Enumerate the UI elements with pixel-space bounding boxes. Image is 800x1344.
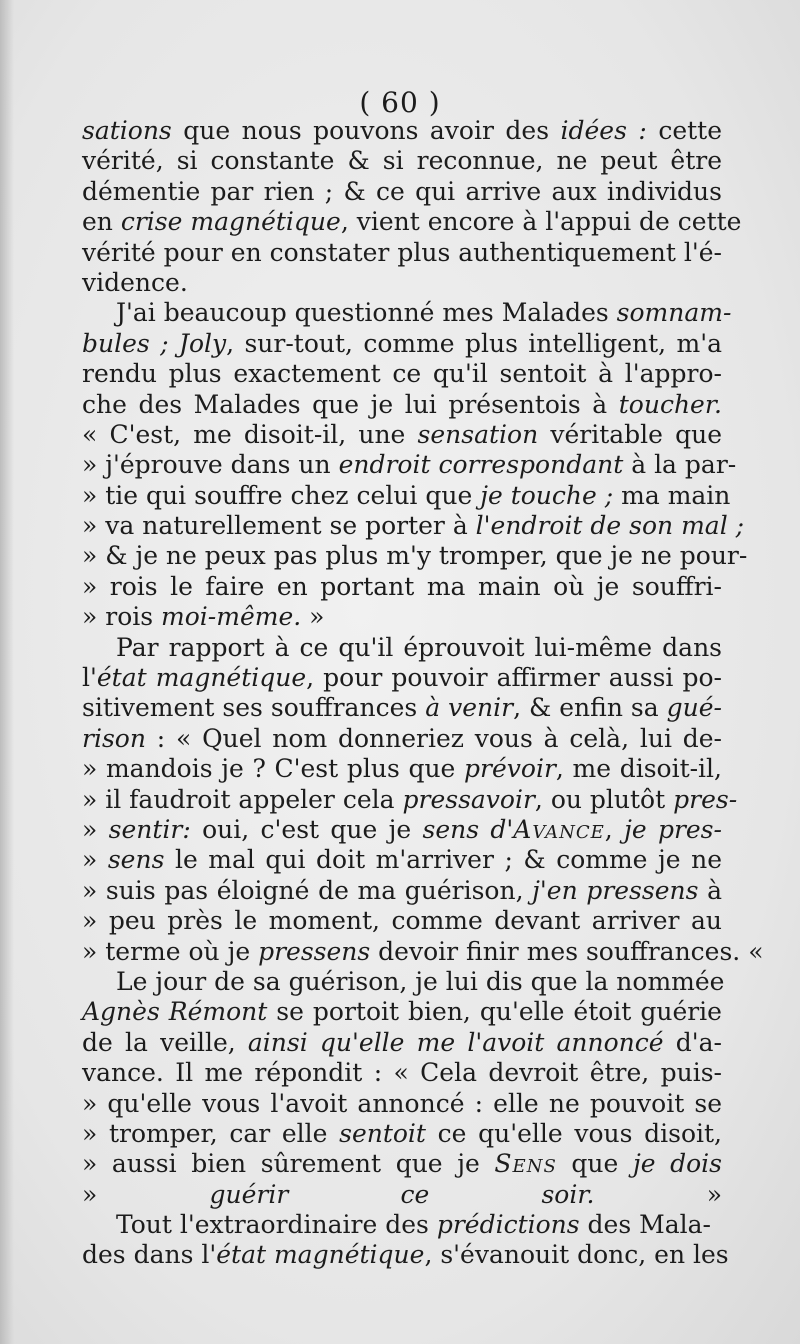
italic-text: l'endroit de son mal ; (475, 511, 745, 541)
italic-text: sens (107, 845, 165, 875)
text-line (82, 480, 731, 511)
text-span: de la veille, (82, 1027, 248, 1057)
text-span: que (556, 1149, 633, 1179)
text-span: vérité pour en constater plus authentiquement l'é- (82, 237, 722, 267)
text-line (82, 966, 725, 997)
text-span: vérité, si constante & si reconnue, ne peut être (82, 146, 722, 176)
text-span: des Mala- (579, 1210, 711, 1240)
text-line (82, 359, 722, 389)
text-span: , vient encore à l'appui de cette (340, 207, 742, 237)
text-line (82, 116, 722, 146)
text-span: Par rapport à ce qu'il éprouvoit lui-même dans (116, 632, 722, 662)
italic-text: guérir ce soir. (209, 1179, 595, 1209)
italic-text: pressavoir (402, 784, 535, 814)
italic-text: idées : (560, 116, 647, 145)
italic-text: je pres- (624, 814, 722, 844)
italic-text: Agnès Rémont (82, 997, 268, 1027)
text-span: sitivement ses souffrances (82, 693, 426, 723)
text-span: Tout l'extraordinaire des (116, 1210, 437, 1240)
text-span: » terme où je (82, 936, 259, 966)
text-line (82, 663, 722, 693)
text-line (82, 1180, 722, 1210)
text-span: » mandois je ? C'est plus que (82, 754, 465, 784)
italic-text: moi-même. (161, 602, 302, 632)
text-line (82, 936, 764, 967)
italic-text: sentir: (108, 814, 191, 844)
italic-text: état magnétique (216, 1240, 425, 1270)
text-span: » tie qui souffre chez celui que (82, 480, 481, 510)
text-span: que nous pouvons avoir des (171, 116, 561, 145)
text-span: » suis pas éloigné de ma guérison, (82, 875, 533, 905)
text-span: » (82, 845, 108, 875)
text-line (82, 906, 722, 936)
page-spine-shadow (0, 0, 14, 1344)
text-span: » (594, 1179, 723, 1209)
italic-text: je dois (632, 1149, 723, 1179)
text-span: » va naturellement se porter à (82, 511, 476, 541)
text-line (82, 420, 722, 450)
text-line (82, 146, 722, 176)
text-span: » peu près le moment, comme devant arriver au (82, 906, 722, 936)
text-line (82, 997, 722, 1027)
italic-text: j'en pressens (532, 875, 699, 905)
italic-text: je touche ; (480, 480, 614, 510)
text-line (82, 1149, 722, 1179)
text-span: » (82, 814, 109, 844)
italic-text: rison (82, 723, 146, 753)
text-span: » tromper, car elle (82, 1118, 340, 1148)
text-span: à (698, 875, 722, 905)
text-line (82, 633, 722, 663)
text-line (82, 1210, 722, 1240)
text-line (82, 724, 722, 754)
italic-text: prédictions (436, 1210, 580, 1240)
italic-text: sensation (417, 419, 539, 449)
text-line (82, 876, 722, 906)
text-span: , (604, 814, 625, 844)
italic-text: crise magnétique (120, 207, 341, 237)
text-span: » aussi bien sûrement que je (82, 1149, 495, 1179)
text-span: se portoit bien, qu'elle étoit guérie (267, 997, 722, 1027)
text-line (82, 845, 722, 875)
text-span: à la par- (623, 450, 737, 480)
small-caps-text: Sens (494, 1149, 557, 1179)
text-span: véritable que (538, 419, 722, 449)
text-span: démentie par rien ; & ce qui arrive aux individus (82, 176, 722, 206)
italic-text: état magnétique (96, 663, 307, 693)
text-span: : « Quel nom donneriez vous à celà, lui de- (145, 723, 722, 753)
text-span: » rois le faire en portant ma main où je souffri- (82, 571, 722, 601)
text-span: rendu plus exactement ce qu'il sentoit à l'appro- (82, 359, 722, 389)
italic-text: somnam- (616, 298, 732, 328)
text-span: » (301, 602, 325, 632)
text-line (82, 511, 745, 541)
text-span: cette (646, 116, 723, 145)
text-line (82, 238, 722, 268)
text-line (82, 1058, 722, 1088)
text-line (82, 602, 722, 632)
body-text (82, 116, 764, 1271)
italic-text: endroit correspondant (338, 450, 624, 480)
text-line (82, 784, 738, 815)
italic-text: sations (82, 116, 172, 145)
italic-text: gué- (666, 693, 722, 723)
italic-text: sentoit (339, 1118, 426, 1148)
text-span: » (82, 1179, 210, 1209)
text-span: » j'éprouve dans un (82, 450, 339, 480)
text-span: devoir finir mes souffrances. « (370, 936, 764, 966)
text-span: des dans l' (82, 1240, 217, 1270)
italic-text: sens d' (422, 814, 514, 844)
text-line (82, 177, 722, 207)
text-span: ma main (613, 480, 731, 510)
text-span: l' (82, 663, 97, 693)
text-span: » rois (82, 602, 162, 632)
text-span: , ou plutôt (534, 784, 674, 814)
text-span: oui, c'est que je (190, 814, 423, 844)
text-line (82, 541, 748, 571)
italic-text: prévoir (464, 754, 556, 784)
text-line (82, 1119, 722, 1149)
text-span: , pour pouvoir affirmer aussi po- (306, 663, 722, 693)
text-span: Le jour de sa guérison, je lui dis que la nommée (116, 966, 725, 996)
text-line (82, 450, 737, 480)
text-span: , s'évanouit donc, en les (424, 1240, 729, 1270)
text-span: » & je ne peux pas plus m'y tromper, que je ne pour- (82, 541, 748, 571)
text-span: le mal qui doit m'arriver ; & comme je ne (164, 845, 722, 875)
text-line (82, 754, 722, 784)
text-line (82, 572, 722, 602)
text-span: en (82, 207, 121, 237)
italic-text: bules ; Joly (82, 328, 227, 358)
text-span: , me disoit-il, (555, 754, 722, 784)
text-span: che des Malades que je lui présentois à (82, 389, 619, 419)
italic-text: pres- (673, 784, 738, 814)
small-caps-text: Avance (513, 814, 605, 844)
text-line (82, 815, 722, 845)
text-span: J'ai beaucoup questionné mes Malades (116, 298, 617, 328)
text-span: , sur-tout, comme plus intelligent, m'a (226, 328, 722, 358)
text-span: » qu'elle vous l'avoit annoncé : elle ne pouvoit se (82, 1088, 722, 1118)
text-line (82, 329, 722, 359)
text-span: , & enfin sa (513, 693, 667, 723)
page-number: ( 60 ) (359, 86, 441, 119)
italic-text: pressens (258, 936, 371, 966)
italic-text: à venir (425, 693, 514, 723)
text-span: vance. Il me répondit : « Cela devroit être, puis- (82, 1058, 722, 1088)
text-line (82, 693, 722, 723)
text-line (82, 1028, 722, 1058)
text-line (82, 390, 722, 420)
text-line (82, 268, 722, 298)
text-span: » il faudroit appeler cela (82, 784, 403, 814)
text-span: vidence. (82, 267, 188, 297)
italic-text: toucher. (618, 389, 722, 419)
text-span: ce qu'elle vous disoit, (425, 1118, 722, 1148)
text-line (82, 1240, 729, 1270)
text-line (82, 1089, 722, 1119)
text-line (82, 298, 732, 328)
text-span: « C'est, me disoit-il, une (82, 419, 418, 449)
italic-text: ainsi qu'elle me l'avoit annoncé (247, 1027, 664, 1057)
text-span: d'a- (663, 1027, 722, 1057)
text-line (82, 207, 742, 237)
